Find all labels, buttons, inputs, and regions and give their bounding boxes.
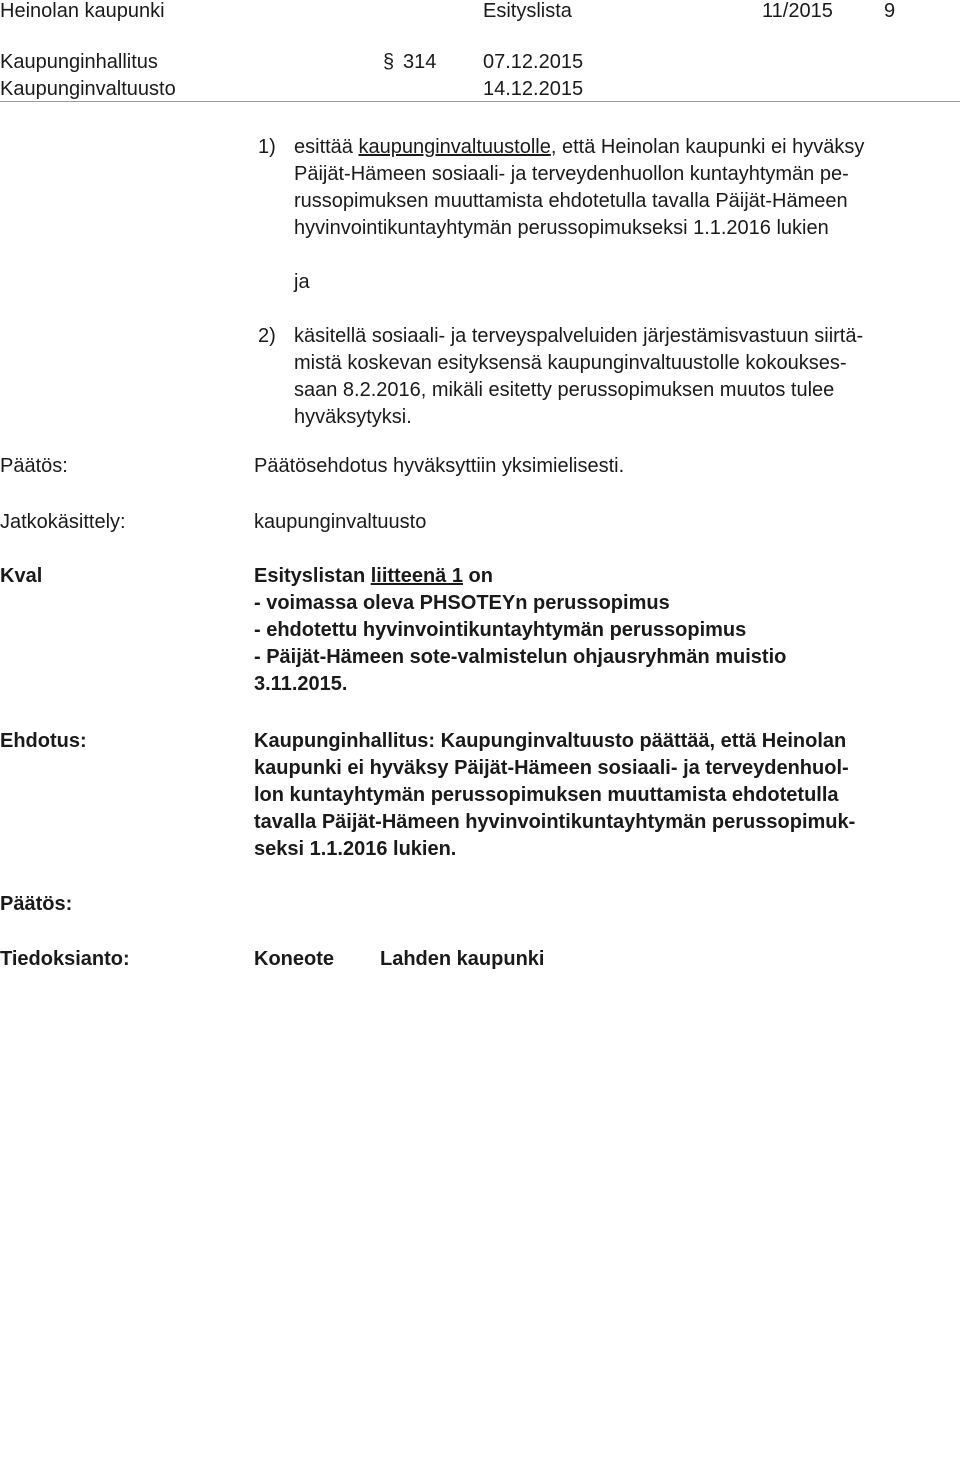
item-line: russopimuksen muuttamista ehdotetulla tavalla Päijät-Hämeen [294, 190, 848, 212]
attachment-item: - voimassa oleva PHSOTEYn perussopimus [254, 592, 670, 614]
item-number: 1) [258, 136, 276, 158]
document-type: Esityslista [483, 0, 572, 22]
item-line: Päijät-Hämeen sosiaali- ja terveydenhuollon kuntayhtymän pe- [294, 163, 849, 185]
item-line: käsitellä sosiaali- ja terveyspalveluiden järjestämisvastuun siirtä- [294, 325, 864, 347]
kval-label: Kval [0, 565, 43, 587]
item-text [294, 134, 864, 242]
proposal-line: lon kuntayhtymän perussopimuksen muuttamista ehdotetulla [254, 784, 839, 806]
section-symbol: § [383, 51, 395, 73]
conjunction: ja [294, 271, 310, 293]
body-name-council: Kaupunginvaltuusto [0, 78, 176, 100]
item-line: hyväksytyksi. [294, 406, 412, 428]
organization-name: Heinolan kaupunki [0, 0, 165, 22]
item-text-fragment: esittää [294, 136, 353, 158]
attachment-item: - Päijät-Hämeen sote-valmistelun ohjausryhmän muistio [254, 646, 787, 668]
final-decision-label: Päätös: [0, 893, 73, 915]
decision-text: Päätösehdotus hyväksyttiin yksimielisesti. [254, 455, 625, 477]
body-name-board: Kaupunginhallitus [0, 51, 158, 73]
item-line: hyvinvointikuntayhtymän perussopimukseksi 1.1.2016 lukien [294, 217, 829, 239]
proposal-line: seksi 1.1.2016 lukien. [254, 838, 457, 860]
attachment-item: - ehdotettu hyvinvointikuntayhtymän perussopimus [254, 619, 747, 641]
followup-label: Jatkokäsittely: [0, 511, 126, 533]
meeting-date-board: 07.12.2015 [483, 51, 584, 73]
item-text [294, 323, 863, 431]
proposal-line: kaupunki ei hyväksy Päijät-Hämeen sosiaali- ja terveydenhuol- [254, 757, 849, 779]
item-number: 2) [258, 325, 276, 347]
item-text-fragment: , että Heinolan kaupunki ei hyväksy [550, 136, 865, 158]
attachment-item: 3.11.2015. [254, 673, 348, 695]
item-line: saan 8.2.2016, mikäli esitetty perussopimuksen muutos tulee [294, 379, 835, 401]
proposal-line: tavalla Päijät-Hämeen hyvinvointikuntayhtymän perussopimuk- [254, 811, 856, 833]
document-number: 11/2015 [762, 0, 833, 22]
kval-intro [254, 563, 786, 590]
council-link[interactable]: kaupunginvaltuustolle [358, 136, 551, 158]
header-divider [0, 101, 960, 102]
proposal-line: Kaupunginhallitus: Kaupunginvaltuusto päättää, että Heinolan [254, 730, 847, 752]
item-line [294, 134, 864, 161]
followup-text: kaupunginvaltuusto [254, 511, 427, 533]
attachment-link[interactable]: liitteenä 1 [370, 565, 463, 587]
notification-recipient: Lahden kaupunki [380, 948, 545, 970]
page-number: 9 [884, 0, 896, 22]
item-line: mistä koskevan esityksensä kaupunginvaltuustolle kokoukses- [294, 352, 847, 374]
decision-label: Päätös: [0, 455, 68, 477]
kval-text-fragment: Esityslistan [254, 565, 371, 587]
meeting-date-council: 14.12.2015 [483, 78, 584, 100]
notification-recipient: Koneote [254, 948, 334, 970]
kval-text-fragment: on [462, 565, 493, 587]
proposal-content [254, 728, 855, 863]
proposal-label: Ehdotus: [0, 730, 87, 752]
kval-content [254, 563, 786, 698]
notification-label: Tiedoksianto: [0, 948, 130, 970]
section-number: 314 [403, 51, 437, 73]
